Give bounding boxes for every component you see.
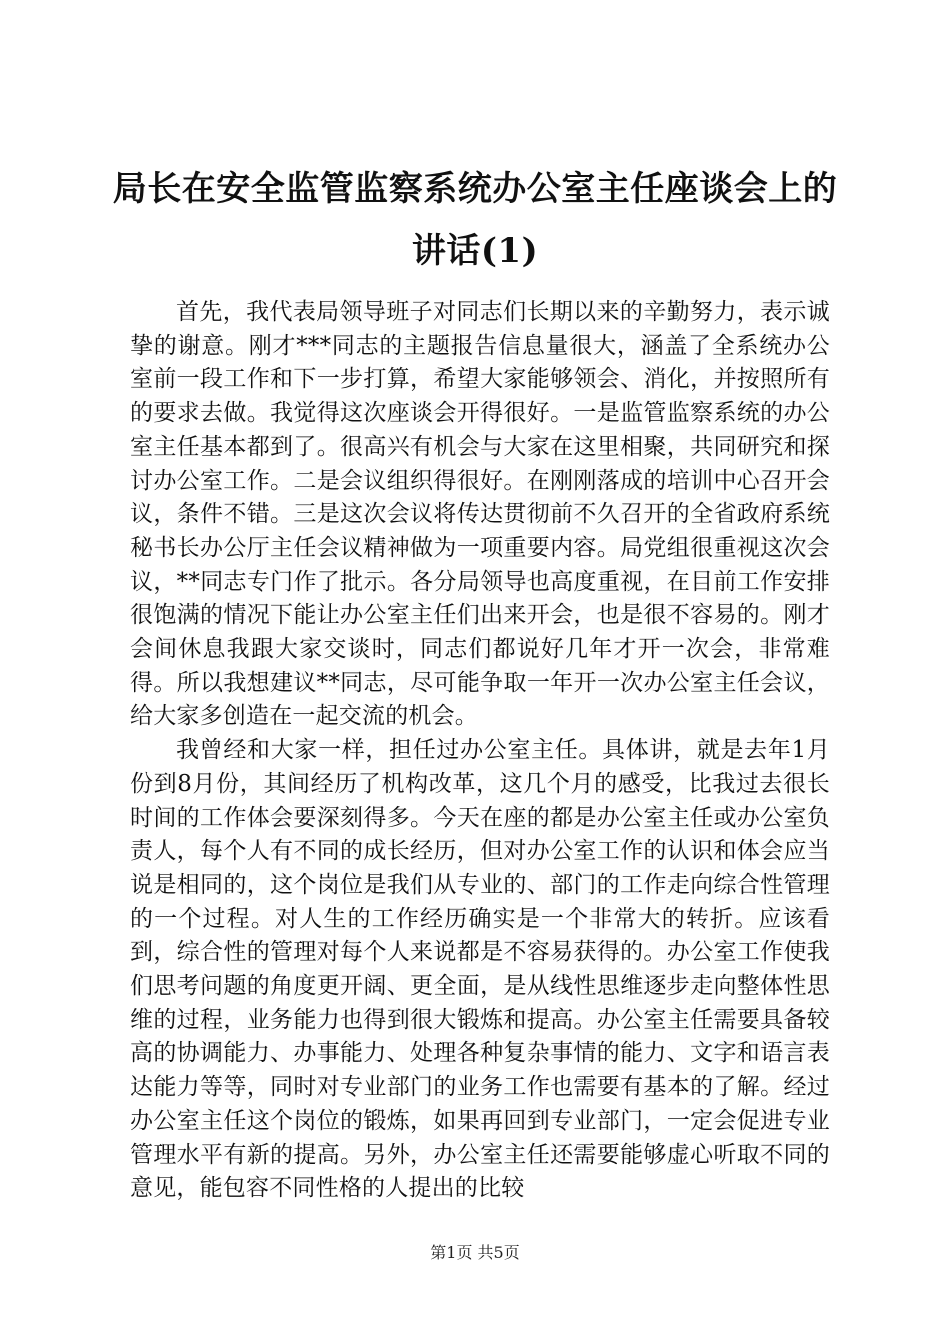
paragraph-2: 我曾经和大家一样，担任过办公室主任。具体讲，就是去年1月份到8月份，其间经历了机构改革，这几个月的感受，比我过去很长时间的工作体会要深刻得多。今天在座的都是办公室主任或办公室负责人，每个人有不同的成长经历，但对办公室工作的认识和体会应当说是相同的，这个岗位是我们从专业的、部门的工作走向综合性管理的一个过程。对人生的工作经历确实是一个非常大的转折。应该看到，综合性的管理对每个人来说都是不容易获得的。办公室工作使我们思考问题的角度更开阔、更全面，是从线性思维逐步走向整体性思维的过程，业务能力也得到很大锻炼和提高。办公室主任需要具备较高的协调能力、办事能力、处理各种复杂事情的能力、文字和语言表达能力等等，同时对专业部门的业务工作也需要有基本的了解。经过办公室主任这个岗位的锻炼，如果再回到专业部门，一定会促进专业管理水平有新的提高。另外，办公室主任还需要能够虚心听取不同的意见，能包容不同性格的人提出的比较 (130, 737, 830, 1202)
paragraph-1: 首先，我代表局领导班子对同志们长期以来的辛勤努力，表示诚挚的谢意。刚才***同志的主题报告信息量很大，涵盖了全系统办公室前一段工作和下一步打算，希望大家能够领会、消化，并按照所有的要求去做。我觉得这次座谈会开得很好。一是监管监察系统的办公室主任基本都到了。很高兴有机会与大家在这里相聚，共同研究和探讨办公室工作。二是会议组织得很好。在刚刚落成的培训中心召开会议，条件不错。三是这次会议将传达贯彻前不久召开的全省政府系统秘书长办公厅主任会议精神做为一项重要内容。局党组很重视这次会议，**同志专门作了批示。各分局领导也高度重视，在目前工作安排很饱满的情况下能让办公室主任们出来开会，也是很不容易的。刚才会间休息我跟大家交谈时，同志们都说好几年才开一次会，非常难得。所以我想建议**同志，尽可能争取一年开一次办公室主任会议，给大家多创造在一起交流的机会。 (130, 299, 830, 730)
document-body (130, 296, 830, 1206)
document-title: 局长在安全监管监察系统办公室主任座谈会上的讲话(1) (112, 169, 838, 271)
page-number-footer: 第1页 共5页 (430, 1243, 520, 1262)
